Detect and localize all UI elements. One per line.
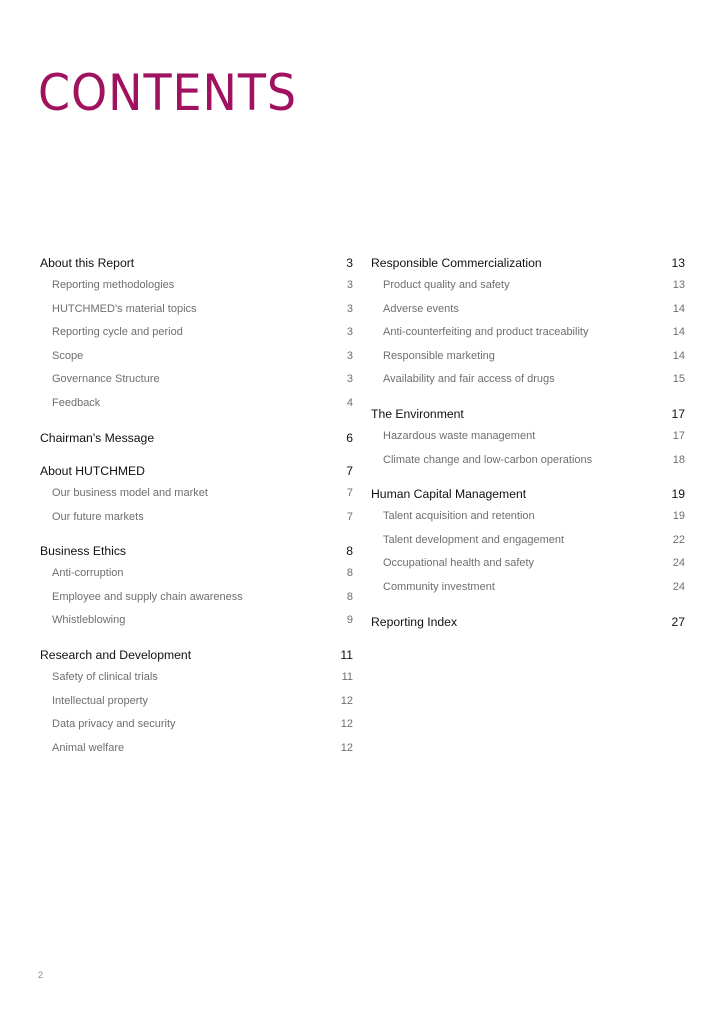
- toc-section-page: 6: [346, 431, 353, 445]
- toc-section: [371, 615, 685, 638]
- toc-entry[interactable]: [40, 695, 353, 719]
- toc-entry[interactable]: [40, 279, 353, 303]
- toc-entry-title: Governance Structure: [52, 373, 160, 385]
- toc-entry-title: Adverse events: [383, 302, 459, 315]
- toc-entry-page: 22: [672, 533, 685, 546]
- toc-section-page: 3: [346, 256, 353, 270]
- toc-entry-title: Talent acquisition and retention: [383, 510, 535, 522]
- toc-section: [371, 407, 685, 477]
- toc-section-heading[interactable]: [371, 615, 685, 638]
- toc-section: [40, 464, 353, 534]
- toc-section-page: 27: [671, 615, 685, 629]
- toc-entry-page: 12: [340, 694, 353, 707]
- toc-entry-title: Anti-corruption: [52, 567, 124, 579]
- toc-entry[interactable]: [371, 581, 685, 605]
- toc-entry-page: 8: [346, 590, 353, 603]
- toc-entry-page: 8: [346, 567, 353, 579]
- toc-entry-title: Employee and supply chain awareness: [52, 590, 243, 603]
- toc-section-page: 17: [671, 407, 685, 421]
- toc-entry-title: Animal welfare: [52, 741, 125, 754]
- toc-entry-page: 3: [346, 373, 353, 385]
- toc-entry-title: Occupational health and safety: [383, 557, 535, 569]
- page-title: CONTENTS: [38, 64, 297, 122]
- toc-section-page: 11: [340, 648, 353, 662]
- toc-entry-page: 4: [346, 396, 353, 409]
- toc-section: [40, 544, 353, 638]
- toc-section-title: Business Ethics: [40, 544, 127, 558]
- toc-section-title: About HUTCHMED: [40, 464, 145, 478]
- toc-entry[interactable]: [40, 326, 353, 350]
- toc-section: [371, 256, 685, 397]
- toc-entry[interactable]: [40, 671, 353, 695]
- toc-entry[interactable]: [40, 303, 353, 327]
- toc-entry-page: 24: [672, 580, 685, 593]
- toc-entry-page: 3: [346, 326, 353, 338]
- toc-section: [371, 487, 685, 604]
- toc-entry-title: Safety of clinical trials: [52, 671, 158, 683]
- toc-entry[interactable]: [371, 279, 685, 303]
- toc-entry[interactable]: [40, 487, 353, 511]
- toc-entry-title: Our future markets: [52, 510, 144, 523]
- toc-section-title: About this Report: [40, 256, 135, 270]
- toc-entry-page: 24: [672, 557, 685, 569]
- toc-entry[interactable]: [371, 373, 685, 397]
- toc-entry-title: Scope: [52, 349, 84, 362]
- toc-entry-page: 19: [672, 510, 685, 522]
- toc-entry-page: 13: [672, 279, 685, 291]
- toc-entry[interactable]: [371, 430, 685, 454]
- toc-entry-page: 12: [340, 718, 353, 730]
- toc-entry[interactable]: [371, 510, 685, 534]
- toc-section-heading[interactable]: [40, 544, 353, 567]
- toc-entry-title: Feedback: [52, 396, 101, 409]
- toc-entry-title: Responsible marketing: [383, 349, 495, 362]
- toc-entry[interactable]: [371, 534, 685, 558]
- toc-section-page: 13: [671, 256, 685, 270]
- toc-entry-title: Hazardous waste management: [383, 430, 536, 442]
- toc-entry[interactable]: [40, 397, 353, 421]
- toc-section: [40, 256, 353, 420]
- toc-section-title: Human Capital Management: [371, 487, 527, 501]
- toc-entry-page: 11: [341, 671, 353, 683]
- toc-entry-page: 9: [346, 614, 353, 626]
- toc-entry-page: 15: [672, 373, 685, 385]
- toc-section-title: The Environment: [371, 407, 464, 421]
- toc-entry-title: Product quality and safety: [383, 279, 510, 291]
- toc-entry[interactable]: [371, 350, 685, 374]
- toc-entry-title: Data privacy and security: [52, 718, 176, 730]
- toc-entry-page: 3: [346, 302, 353, 315]
- toc-entry-page: 14: [672, 302, 685, 315]
- toc-section-heading[interactable]: [40, 648, 353, 671]
- toc-entry[interactable]: [371, 557, 685, 581]
- toc-entry-title: Reporting methodologies: [52, 279, 175, 291]
- toc-entry[interactable]: [371, 454, 685, 478]
- toc-section: [40, 648, 353, 765]
- toc-entry-page: 17: [672, 430, 685, 442]
- toc-section-title: Research and Development: [40, 648, 192, 662]
- toc-entry-page: 12: [340, 741, 353, 754]
- toc-section-heading[interactable]: [371, 487, 685, 510]
- toc-section: [40, 431, 353, 454]
- toc-entry[interactable]: [371, 303, 685, 327]
- toc-entry-title: Reporting cycle and period: [52, 326, 183, 338]
- toc-entry-title: Anti-counterfeiting and product traceability: [383, 326, 589, 338]
- toc-entry-page: 3: [346, 279, 353, 291]
- toc-section-heading[interactable]: [371, 407, 685, 430]
- page-number: 2: [38, 970, 44, 980]
- toc-section-title: Reporting Index: [371, 615, 458, 629]
- toc-entry[interactable]: [40, 742, 353, 766]
- toc-entry[interactable]: [40, 373, 353, 397]
- toc-section-heading[interactable]: [371, 256, 685, 279]
- toc-entry-page: 14: [672, 326, 685, 338]
- toc-entry-page: 3: [346, 349, 353, 362]
- toc-entry[interactable]: [40, 718, 353, 742]
- toc-entry[interactable]: [40, 511, 353, 535]
- toc-entry-title: HUTCHMED's material topics: [52, 302, 197, 315]
- toc-entry[interactable]: [40, 591, 353, 615]
- toc-entry-title: Availability and fair access of drugs: [383, 373, 555, 385]
- toc-entry[interactable]: [40, 350, 353, 374]
- toc-entry[interactable]: [40, 567, 353, 591]
- toc-entry-page: 14: [672, 349, 685, 362]
- toc-entry-title: Whistleblowing: [52, 614, 126, 626]
- toc-section-page: 7: [346, 464, 353, 478]
- toc-entry-page: 7: [346, 510, 353, 523]
- toc-section-title: Chairman's Message: [40, 431, 155, 445]
- toc-section-title: Responsible Commercialization: [371, 256, 542, 270]
- toc-section-heading[interactable]: [40, 464, 353, 487]
- toc-entry-page: 18: [672, 453, 685, 466]
- toc-entry-page: 7: [346, 487, 353, 499]
- toc-entry-title: Community investment: [383, 580, 495, 593]
- toc-section-heading[interactable]: [40, 256, 353, 279]
- toc-section-heading[interactable]: [40, 431, 353, 454]
- toc-section-page: 8: [346, 544, 353, 558]
- toc-entry-title: Our business model and market: [52, 487, 208, 499]
- toc-entry[interactable]: [40, 614, 353, 638]
- toc-entry-title: Talent development and engagement: [383, 533, 565, 546]
- toc-section-page: 19: [671, 487, 685, 501]
- toc-entry[interactable]: [371, 326, 685, 350]
- toc-entry-title: Climate change and low-carbon operations: [383, 453, 593, 466]
- toc-entry-title: Intellectual property: [52, 694, 148, 707]
